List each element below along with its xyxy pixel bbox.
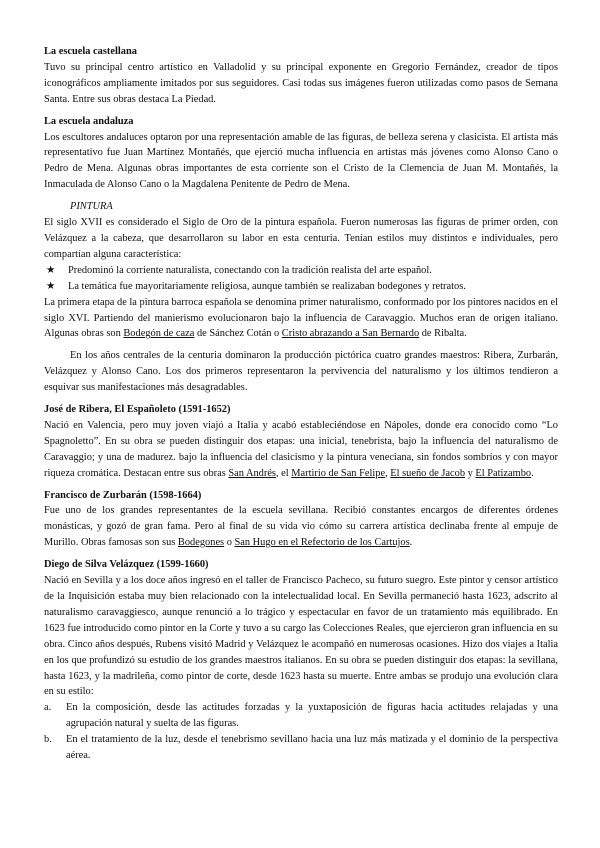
list-item-text: En el tratamiento de la luz, desde el tenebrismo sevillano hacia una luz más matizada y el dominio de la perspectiva aérea. <box>66 734 558 762</box>
paragraph-text: Nació en Valencia, pero muy joven viajó a Italia y acabó estableciéndose en Nápoles, donde era conocido como “Lo Spagnoletto”. En su obra se pueden distinguir dos etapas: una inicial, tenebrista, bajo la influencia del naturalismo de Caravaggio; y una de madurez. bajo la influencia del clasicismo y la pintura veneciana, sin fondos sombríos y con mayor riqueza cromática. Destacan entre sus obras <box>44 419 558 479</box>
castellana-paragraph: Tuvo su principal centro artístico en Valladolid y su principal exponente en Gregorio Fernández, creador de tipos iconográficos ampliamente imitados por sus seguidores. Casi todas sus imágenes fueron utilizadas como pasos de Semana Santa. Entre sus obras destaca La Piedad. <box>44 61 558 105</box>
work-title: El Patizambo <box>475 467 532 479</box>
pintura-intro: El siglo XVII es considerado el Siglo de Oro de la pintura española. Fueron numerosas las figuras de primer orden, con Velázquez a la cabeza, que desarrollaron su labor en esta centuria. Tenían estilos muy distintos e individuales, pero compartían alguna característica: <box>44 217 558 260</box>
paragraph-text: Fue uno de los grandes representantes de la escuela sevillana. Recibió constantes encargos de diferentes órdenes monásticas, y gozó de gran fama. Pero al final de su vida vio cómo su carrera artística declinaba frente al empuje de Murillo. Obras famosas son sus <box>44 505 558 549</box>
work-title: San Hugo en el Refectorio de los Cartujos <box>234 537 410 549</box>
andaluza-paragraph: Los escultores andaluces optaron por una representación amable de las figuras, de belleza serena y clasicista. El artista más representativo fue Juan Martínez Montañés, que ejerció mucha influencia en artistas más jóvenes como Alonso Cano o Pedro de Mena. Algunas obras importantes de esta corriente son el Cristo de la Clemencia de Juan M. Montañés, la Inmaculada de Alonso Cano o la Magdalena Penitente de Pedro de Mena. <box>44 131 558 191</box>
velazquez-heading: Diego de Silva Velázquez (1599-1660) <box>44 559 209 571</box>
list-item-text: En la composición, desde las actitudes forzadas y la yuxtaposición de figuras hacia actitudes relajadas y una agrupación natural y suelta de las figuras. <box>66 702 558 730</box>
grandes-maestros-paragraph: En los años centrales de la centuria dominaron la producción pictórica cuatro grandes maestros: Ribera, Zurbarán, Velázquez y Alonso Cano. Los dos primeros representaron la pervivencia del naturalismo y los últimos tendieron a esquivar sus manifestaciones más desagradables. <box>44 350 558 394</box>
list-item <box>46 263 558 279</box>
work-title: San Andrés <box>228 467 276 479</box>
list-item <box>46 279 558 295</box>
list-item <box>44 700 558 732</box>
list-marker: a. <box>44 702 52 714</box>
zurbaran-heading: Francisco de Zurbarán (1598-1664) <box>44 489 202 501</box>
paragraph-text: o <box>224 537 235 549</box>
bullet-text: La temática fue mayoritariamente religiosa, aunque también se realizaban bodegones y retratos. <box>68 280 466 292</box>
work-title: Martirio de San Felipe <box>291 467 386 479</box>
paragraph-text: de Sánchez Cotán o <box>194 328 282 340</box>
paragraph-text: de Ribalta. <box>419 328 467 340</box>
star-bullet-icon: ★ <box>46 264 56 276</box>
list-marker: b. <box>44 734 52 746</box>
paragraph-text: . <box>531 467 534 479</box>
velazquez-paragraph: Nació en Sevilla y a los doce años ingresó en el taller de Francisco Pacheco, su futuro suegro. Este pintor y censor artístico de la Inquisición estaba muy bien relacionado con la intelectualidad local. En Sevilla permaneció hasta 1623, adscrito al naturalismo caravaggiesco, aunque renunció a lo trágico y espectacular en favor de un tratamiento más equilibrado. En 1623 fue introducido como pintor en la Corte y tuvo a su cargo las Colecciones Reales, que ejercieron gran influencia en su obra. Cinco años después, Rubens visitó Madrid y Velázquez le acompañó en numerosas ocasiones. Hizo dos viajes a Italia en los que profundizó su estudio de los grandes maestros italianos. En su obra se pueden distinguir dos etapas: la sevillana, hasta 1623, y la madrileña, como pintor de corte, desde 1623 hasta su muerte. Entre ambas se produjo una evolución clara en su estilo: <box>44 575 558 698</box>
zurbaran-paragraph <box>44 503 558 551</box>
work-title: Bodegón de caza <box>123 328 195 340</box>
paragraph-text: y <box>465 467 476 479</box>
castellana-heading: La escuela castellana <box>44 46 137 57</box>
paragraph-text: La primera etapa de la pintura barroca española se denomina primer naturalismo, conformado por los pintores nacidos en el siglo XVI. Partiendo del manierismo evolucionaron bajo la influencia de Caravaggio. Muchos eran de origen italiano. Algunas obras son <box>44 296 558 340</box>
andaluza-heading: La escuela andaluza <box>44 115 134 127</box>
star-bullet-icon: ★ <box>46 280 56 292</box>
paragraph-text: , <box>385 467 391 479</box>
characteristics-list <box>44 263 558 295</box>
list-item <box>44 732 558 764</box>
ribera-heading: José de Ribera, El Españoleto (1591-1652) <box>44 404 231 416</box>
document-page <box>44 44 558 764</box>
paragraph-text: , el <box>275 467 292 479</box>
work-title: El sueño de Jacob <box>390 467 466 479</box>
primer-naturalismo-paragraph <box>44 295 558 343</box>
work-title: Cristo abrazando a San Bernardo <box>281 328 420 340</box>
bullet-text: Predominó la corriente naturalista, conectando con la tradición realista del arte español. <box>68 264 432 276</box>
ribera-paragraph <box>44 418 558 482</box>
evolution-list <box>44 700 558 764</box>
work-title: Bodegones <box>177 537 225 549</box>
paragraph-text: . <box>409 537 413 549</box>
pintura-heading: PINTURA <box>70 201 113 213</box>
